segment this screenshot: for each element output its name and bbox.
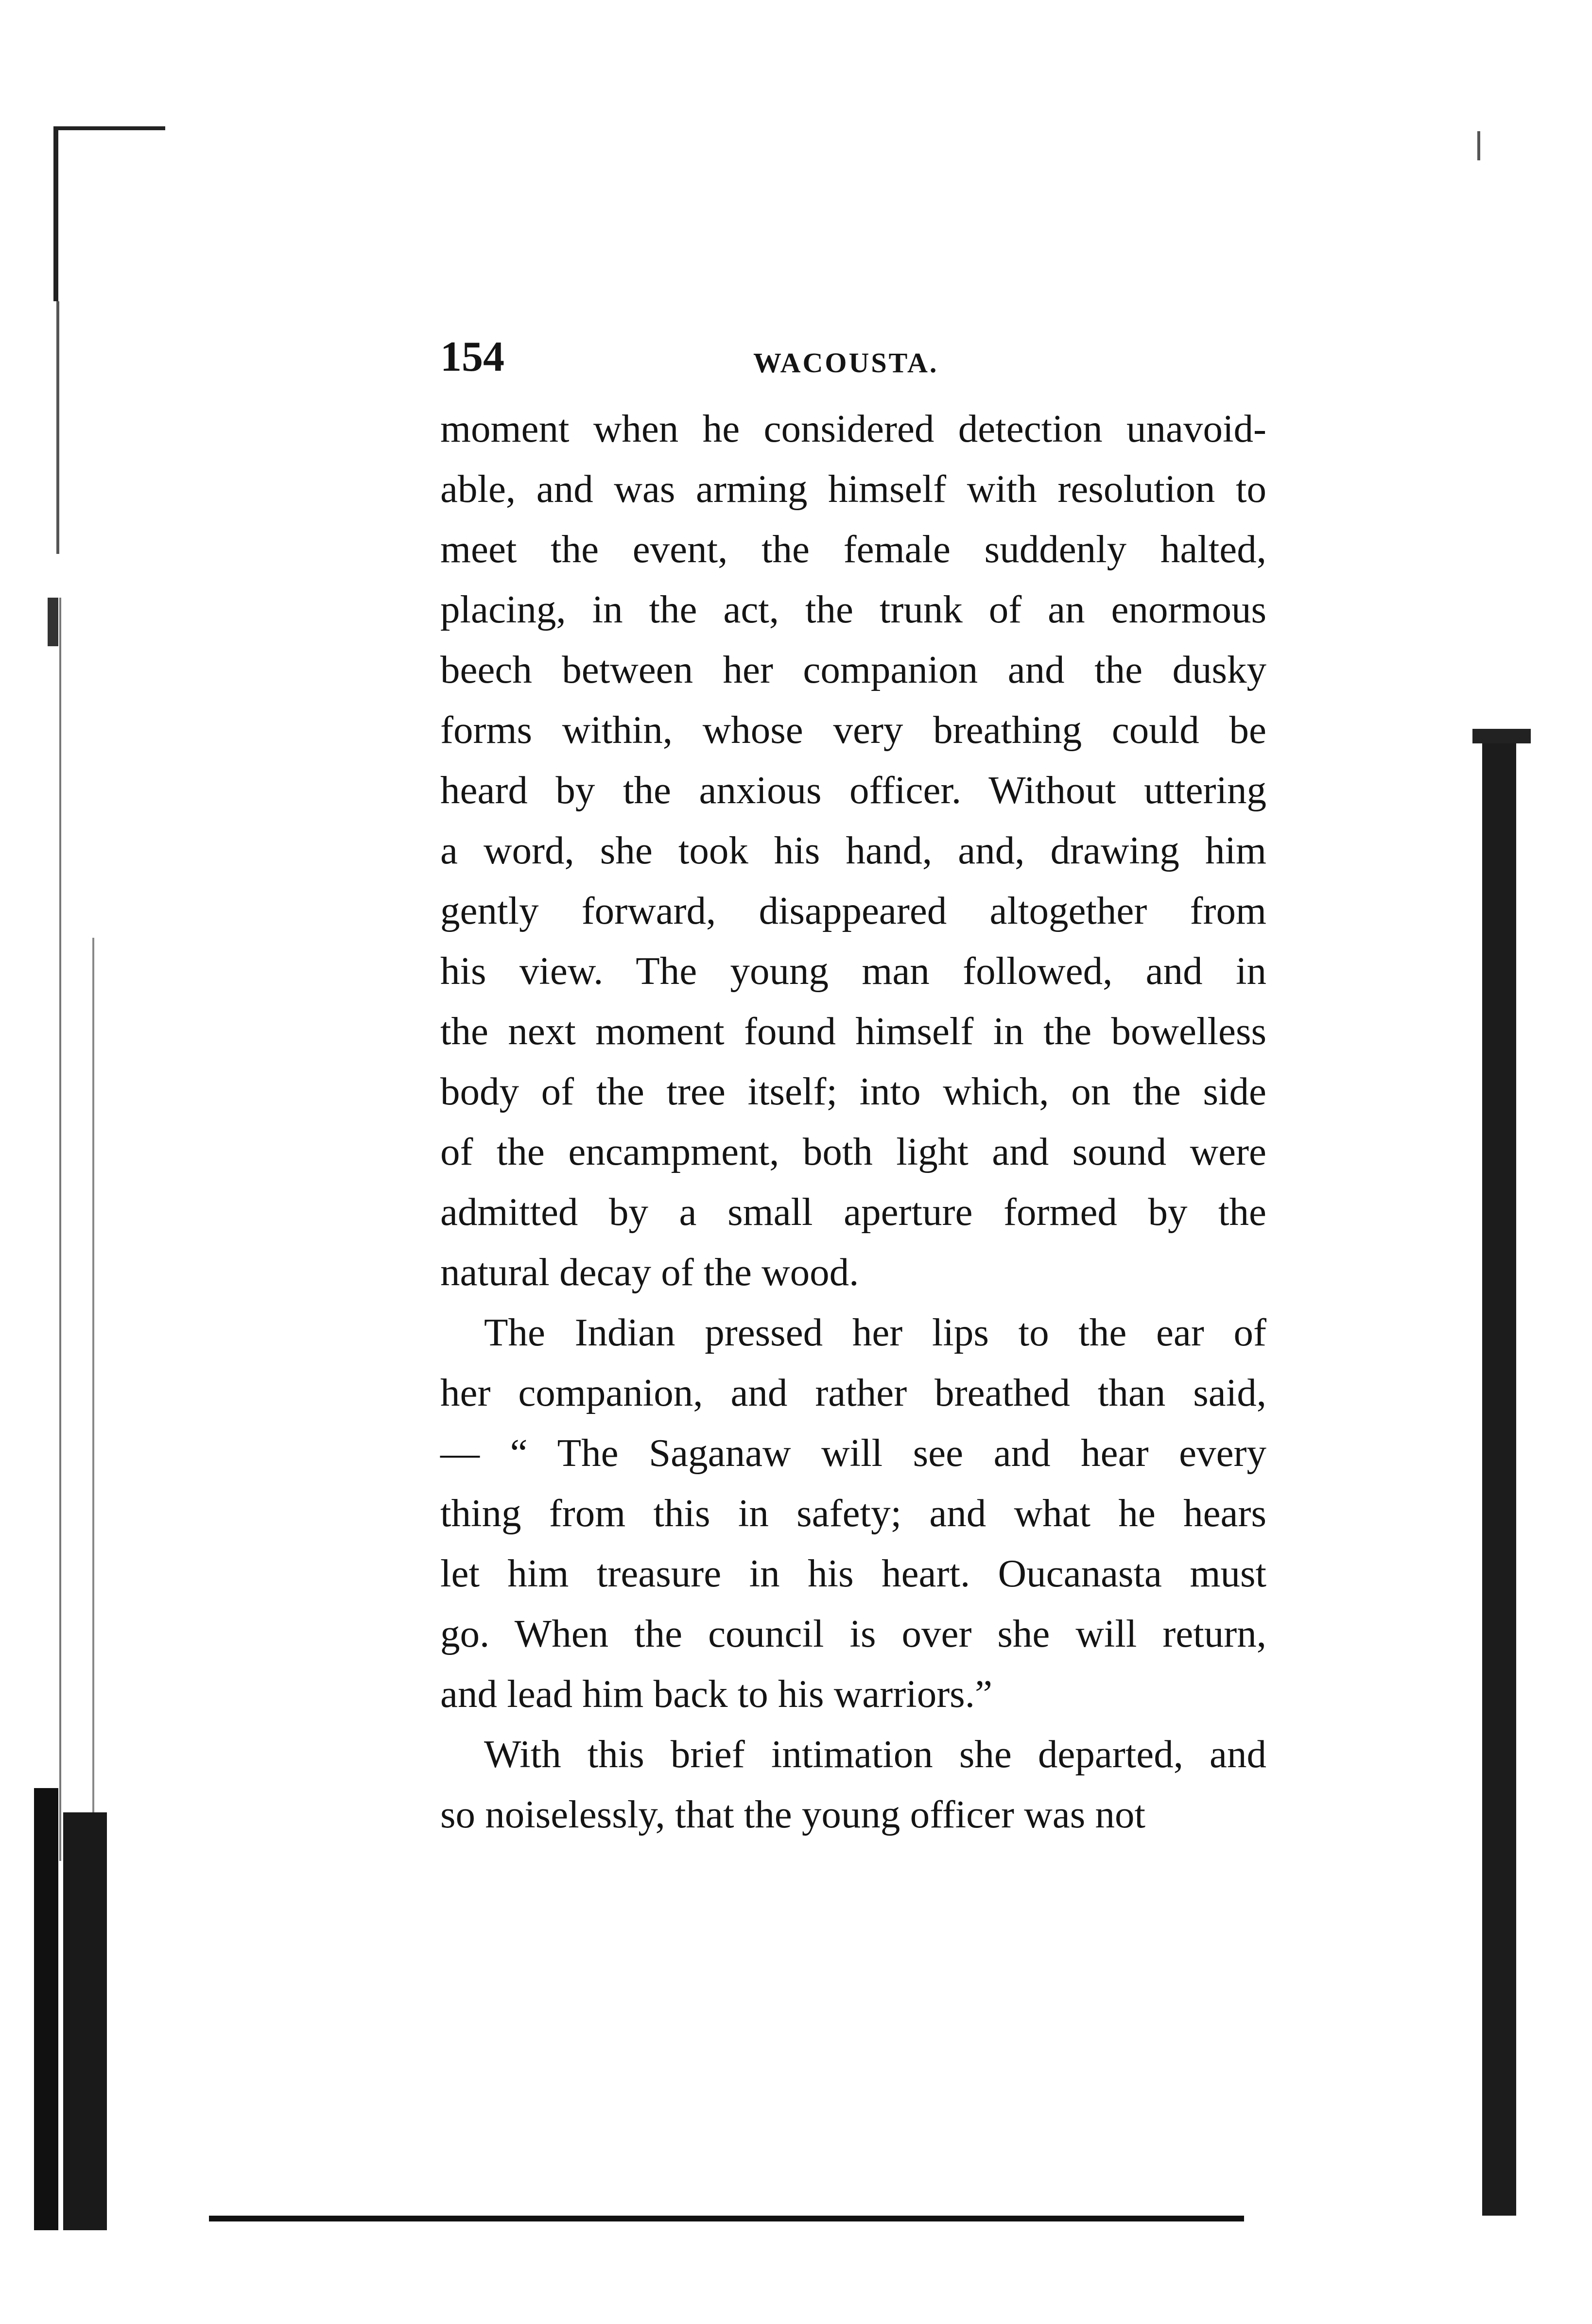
scan-right-edge-artifact (1468, 112, 1560, 2230)
text-line: of the encampment, both light and sound were (440, 1130, 1266, 1173)
text-line: his view. The young man followed, and in (440, 949, 1266, 993)
page-number: 154 (440, 333, 504, 380)
text-line: her companion, and rather breathed than said, (440, 1371, 1266, 1414)
text-line: beech between her companion and the dusky (440, 648, 1266, 691)
text-line: meet the event, the female suddenly halted, (440, 527, 1266, 571)
text-line: go. When the council is over she will return, (440, 1612, 1266, 1655)
text-line: gently forward, disappeared altogether from (440, 889, 1266, 932)
body-text (440, 398, 1266, 1844)
text-line: admitted by a small aperture formed by the (440, 1190, 1266, 1234)
text-line: let him treasure in his heart. Oucanasta must (440, 1551, 1266, 1595)
text-line: forms within, whose very breathing could be (440, 708, 1266, 752)
paragraph (440, 398, 1266, 1302)
paragraph (440, 1724, 1266, 1844)
text-line: the next moment found himself in the bowelless (440, 1009, 1266, 1053)
text-line: — “ The Saganaw will see and hear every (440, 1431, 1266, 1475)
text-line: placing, in the act, the trunk of an enormous (440, 587, 1266, 631)
text-line: so noiselessly, that the young officer was not (440, 1792, 1145, 1836)
text-line: The Indian pressed her lips to the ear of (484, 1310, 1266, 1354)
book-title: WACOUSTA. (753, 347, 939, 379)
running-head (440, 330, 1266, 384)
text-line: thing from this in safety; and what he hears (440, 1491, 1266, 1535)
paragraph (440, 1302, 1266, 1724)
text-line: natural decay of the wood. (440, 1250, 859, 1294)
text-line: body of the tree itself; into which, on the side (440, 1069, 1266, 1113)
text-line: moment when he considered detection unavoid- (440, 407, 1266, 450)
text-line: able, and was arming himself with resolution to (440, 467, 1266, 511)
text-line: and lead him back to his warriors.” (440, 1672, 992, 1716)
text-line: With this brief intimation she departed, and (484, 1732, 1266, 1776)
text-line: a word, she took his hand, and, drawing him (440, 828, 1266, 872)
scan-left-edge-artifact (29, 112, 165, 2230)
page-bottom-rule (209, 2216, 1244, 2221)
text-line: heard by the anxious officer. Without uttering (440, 768, 1266, 812)
